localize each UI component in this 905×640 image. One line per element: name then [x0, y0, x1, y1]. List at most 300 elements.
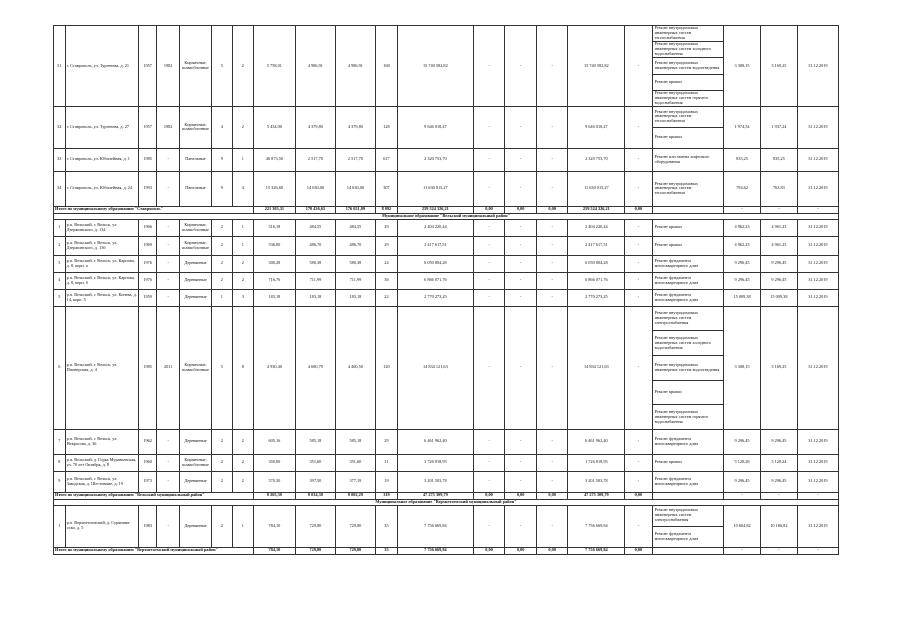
completion-date-cell: 31.12.2019	[797, 289, 838, 306]
unit-limit-cell: 3 169,25	[760, 306, 797, 429]
work-item: Ремонт внутридомовых инженерных систем горячего водоснабжения	[654, 408, 709, 424]
fund-federal-cell: -	[473, 26, 505, 107]
build-year-cell: 1957	[139, 106, 157, 148]
fund-other-cell: -	[625, 236, 652, 255]
table-row	[54, 236, 839, 255]
residents-cell: 307	[375, 171, 397, 206]
total-cost-cell: 6 050 804,28	[398, 255, 474, 272]
residents-cell: 29	[375, 429, 397, 454]
capital-repair-table	[53, 25, 839, 555]
row-number-cell: 33	[54, 148, 66, 171]
residents-cell: 120	[375, 306, 397, 429]
fund-regional-cell: -	[505, 148, 537, 171]
total-area-cell: 516,18	[253, 219, 295, 236]
works-cell	[652, 471, 724, 492]
total-area-cell: 183,18	[253, 289, 295, 306]
row-number-cell: 8	[54, 454, 66, 471]
completion-date-cell: 31.12.2019	[797, 454, 838, 471]
repair-year-cell: -	[157, 272, 180, 289]
owned-area-cell: 580,38	[335, 255, 375, 272]
unit-cost-cell: 835,25	[724, 148, 761, 171]
floors-cell: 2	[211, 471, 232, 492]
entrances-cell: 2	[232, 454, 253, 471]
total-cost-cell: 1 726 818,95	[398, 454, 474, 471]
address-cell: р.п. Вельский, г. Вельск, ул. Заводская, д. Шестовыве, д. 19	[65, 471, 139, 492]
subtotal-unit2-cell: -	[760, 547, 797, 554]
table-row	[54, 505, 839, 547]
work-item: Ремонт внутридомовых инженерных систем электроснабжения	[653, 506, 724, 527]
works-cell	[652, 272, 724, 289]
work-item: Ремонт внутридомовых инженерных систем теплоснабжения	[653, 26, 724, 42]
unit-cost-cell: 5 120,28	[724, 454, 761, 471]
fund-regional-cell: -	[505, 272, 537, 289]
unit-limit-cell: 4 961,23	[760, 236, 797, 255]
wall-material-cell: Деревянные	[180, 255, 212, 272]
living-area-cell: 585,18	[295, 429, 335, 454]
repair-year-cell: -	[157, 171, 180, 206]
unit-cost-cell: 3 308,15	[724, 26, 761, 107]
total-cost-cell: 2 320 753,70	[398, 148, 474, 171]
owned-area-cell: 14 630,00	[335, 171, 375, 206]
address-cell: р.п. Вельский, г. Вельск, ул. Пионерская, д. 4	[65, 306, 139, 429]
subtotal-works-cell	[652, 206, 724, 213]
total-cost-cell: 2 770 273,25	[398, 289, 474, 306]
subtotal-a1-cell: 8 265,30	[253, 492, 295, 499]
fund-local-cell: -	[536, 289, 568, 306]
row-number-cell: 7	[54, 429, 66, 454]
table-row	[54, 454, 839, 471]
fund-local-cell: -	[536, 272, 568, 289]
work-item: Ремонт фундамента многоквартирного дома	[654, 257, 699, 268]
living-area-cell: 4 986,91	[295, 26, 335, 107]
owned-area-cell: 183,18	[335, 289, 375, 306]
owned-area-cell: 377,19	[335, 471, 375, 492]
subtotal-c2-cell: 0,00	[505, 206, 537, 213]
total-cost-cell: 15 740 582,82	[398, 26, 474, 107]
subtotal-a2-cell: 170 436,65	[295, 206, 335, 213]
fund-other-cell: -	[625, 219, 652, 236]
fund-owners-cell: 14 834 121,63	[568, 306, 625, 429]
work-item: Ремонт фундамента многоквартирного дома	[654, 291, 699, 302]
subtotal-a2-cell: 729,80	[295, 547, 335, 554]
table-row	[54, 219, 839, 236]
fund-owners-cell: 2 320 753,70	[568, 148, 625, 171]
address-cell: р.п. Вельский, г. Вельск, ул. Некрасова, д. 36	[65, 429, 139, 454]
repair-year-cell: -	[157, 148, 180, 171]
fund-local-cell: -	[536, 236, 568, 255]
total-area-cell: 46 873,50	[253, 148, 295, 171]
floors-cell: 1	[211, 289, 232, 306]
unit-cost-cell: 9 296,45	[724, 255, 761, 272]
entrances-cell: 2	[232, 106, 253, 148]
owned-area-cell: 585,18	[335, 429, 375, 454]
wall-material-cell: Деревянные	[180, 289, 212, 306]
total-cost-cell: 14 834 121,63	[398, 306, 474, 429]
fund-other-cell: -	[625, 505, 652, 547]
build-year-cell: 1983	[139, 505, 157, 547]
owned-area-cell: 729,80	[335, 505, 375, 547]
total-cost-cell: 2 417 617,51	[398, 236, 474, 255]
works-cell	[652, 289, 724, 306]
total-cost-cell: 2 404 220,44	[398, 219, 474, 236]
completion-date-cell: 31.12.2019	[797, 219, 838, 236]
total-area-cell: 5 758,01	[253, 26, 295, 107]
total-area-cell: 5 434,00	[253, 106, 295, 148]
build-year-cell: 1976	[139, 272, 157, 289]
work-item: Ремонт внутридомовых инженерных систем теплоснабжения	[653, 107, 724, 128]
row-number-cell: 2	[54, 236, 66, 255]
subtotal-people-cell: 8 092	[375, 206, 397, 213]
subtotal-c5-cell: 0,00	[625, 547, 652, 554]
build-year-cell: 1985	[139, 306, 157, 429]
wall-material-cell: Кирпичные, шлакоблочные	[180, 236, 212, 255]
repair-year-cell: -	[157, 255, 180, 272]
living-area-cell: 397,50	[295, 471, 335, 492]
fund-owners-cell: 15 740 582,82	[568, 26, 625, 107]
work-item: Ремонт внутридомовых инженерных систем теплоснабжения	[654, 180, 698, 196]
subtotal-c3-cell: 0,00	[536, 492, 568, 499]
wall-material-cell: Кирпичные, шлакоблочные	[180, 454, 212, 471]
fund-owners-cell: 11 630 015,27	[568, 171, 625, 206]
subtotal-a3-cell: 8 002,29	[335, 492, 375, 499]
subtotal-row	[54, 206, 839, 213]
wall-material-cell: Деревянные	[180, 471, 212, 492]
fund-local-cell: -	[536, 106, 568, 148]
unit-cost-cell: 794,62	[724, 171, 761, 206]
fund-regional-cell: -	[505, 471, 537, 492]
address-cell: р.п. Вельский, г. Вельск, ул. Карпова, д. 8, корп. б	[65, 272, 139, 289]
unit-cost-cell: 9 296,45	[724, 471, 761, 492]
floors-cell: 4	[211, 106, 232, 148]
table-row	[54, 429, 839, 454]
owned-area-cell: 4 986,91	[335, 26, 375, 107]
fund-owners-cell: 9 646 018,47	[568, 106, 625, 148]
unit-limit-cell: 3 169,25	[760, 26, 797, 107]
total-cost-cell: 11 630 015,27	[398, 171, 474, 206]
fund-regional-cell: -	[505, 106, 537, 148]
residents-cell: 29	[375, 219, 397, 236]
entrances-cell: 1	[232, 236, 253, 255]
repair-year-cell: -	[157, 289, 180, 306]
work-item: Ремонт крыши	[653, 381, 724, 406]
completion-date-cell: 31.12.2019	[797, 306, 838, 429]
build-year-cell: 1985	[139, 148, 157, 171]
repair-year-cell: -	[157, 454, 180, 471]
section-title: Муниципальное образование "Верхнетоемский муниципальный район"	[54, 499, 839, 505]
unit-limit-cell: 9 296,45	[760, 255, 797, 272]
wall-material-cell: Деревянные	[180, 429, 212, 454]
fund-other-cell: -	[625, 429, 652, 454]
wall-material-cell: Деревянные	[180, 272, 212, 289]
fund-other-cell: -	[625, 454, 652, 471]
owned-area-cell: 484,55	[335, 219, 375, 236]
subtotal-works-cell	[652, 547, 724, 554]
subtotal-unit1-cell: -	[724, 206, 761, 213]
subtotal-c1-cell: 0,00	[473, 492, 505, 499]
subtotal-date-cell: -	[797, 492, 838, 499]
build-year-cell: 1962	[139, 429, 157, 454]
wall-material-cell: Кирпичные, шлакоблочные	[180, 306, 212, 429]
fund-other-cell: -	[625, 26, 652, 107]
unit-limit-cell: 9 296,45	[760, 429, 797, 454]
subtotal-c5-cell: 0,00	[625, 492, 652, 499]
table-row	[54, 171, 839, 206]
wall-material-cell: Кирпичные, шлакоблочные	[180, 26, 212, 107]
work-item: Ремонт крыши	[654, 224, 682, 230]
fund-owners-cell: 2 417 617,51	[568, 236, 625, 255]
fund-local-cell: -	[536, 454, 568, 471]
subtotal-people-cell: 35	[375, 547, 397, 554]
section-title: Муниципальное образование "Вельский муниципальный район"	[54, 213, 839, 219]
subtotal-c4-cell: 259 524 326,21	[568, 206, 625, 213]
unit-limit-cell: 9 296,45	[760, 471, 797, 492]
fund-other-cell: -	[625, 289, 652, 306]
subtotal-c3-cell: 0,00	[536, 547, 568, 554]
subtotal-c4-cell: 7 756 669,84	[568, 547, 625, 554]
fund-regional-cell: -	[505, 236, 537, 255]
residents-cell: 19	[375, 471, 397, 492]
total-area-cell: 605,16	[253, 429, 295, 454]
repair-year-cell: 1982	[157, 106, 180, 148]
entrances-cell: 2	[232, 255, 253, 272]
row-number-cell: 31	[54, 26, 66, 107]
completion-date-cell: 31.12.2019	[797, 429, 838, 454]
unit-cost-cell: 3 308,15	[724, 306, 761, 429]
table-row	[54, 272, 839, 289]
living-area-cell: 183,18	[295, 289, 335, 306]
build-year-cell: 1973	[139, 471, 157, 492]
subtotal-unit2-cell: -	[760, 492, 797, 499]
subtotal-a3-cell: 729,80	[335, 547, 375, 554]
fund-local-cell: -	[536, 219, 568, 236]
work-item: Ремонт крыши	[653, 75, 724, 91]
fund-federal-cell: -	[473, 171, 505, 206]
fund-regional-cell: -	[505, 255, 537, 272]
total-area-cell: 716,76	[253, 272, 295, 289]
subtotal-cost-cell: 47 275 309,79	[398, 492, 474, 499]
total-cost-cell: 3 201 503,78	[398, 471, 474, 492]
fund-federal-cell: -	[473, 306, 505, 429]
fund-owners-cell: 7 756 669,84	[568, 505, 625, 547]
fund-federal-cell: -	[473, 219, 505, 236]
unit-cost-cell: 15 009,38	[724, 289, 761, 306]
unit-limit-cell: 4 961,23	[760, 219, 797, 236]
work-item: Ремонт фундамента многоквартирного дома	[654, 530, 699, 541]
work-item: Ремонт или замена лифтового оборудования	[654, 154, 710, 164]
fund-other-cell: -	[625, 106, 652, 148]
fund-other-cell: -	[625, 148, 652, 171]
table-row	[54, 306, 839, 429]
fund-other-cell: -	[625, 306, 652, 429]
living-area-cell: 4 379,80	[295, 106, 335, 148]
fund-other-cell: -	[625, 471, 652, 492]
build-year-cell: 1993	[139, 171, 157, 206]
address-cell: р.п. Вельский, г. Вельск, ул. Карпова, д. 8, корп. а	[65, 255, 139, 272]
fund-local-cell: -	[536, 148, 568, 171]
work-item: Ремонт фундамента многоквартирного дома	[654, 435, 699, 446]
fund-regional-cell: -	[505, 289, 537, 306]
unit-limit-cell: 15 009,38	[760, 289, 797, 306]
subtotal-unit1-cell: -	[724, 547, 761, 554]
fund-owners-cell: 2 404 220,44	[568, 219, 625, 236]
repair-year-cell: -	[157, 429, 180, 454]
subtotal-c5-cell: 0,00	[625, 206, 652, 213]
row-number-cell: 9	[54, 471, 66, 492]
subtotal-works-cell	[652, 492, 724, 499]
owned-area-cell: 2 517,70	[335, 148, 375, 171]
subtotal-c2-cell: 0,00	[505, 492, 537, 499]
fund-owners-cell: 2 770 273,25	[568, 289, 625, 306]
subtotal-people-cell: 319	[375, 492, 397, 499]
work-item: Ремонт внутридомовых инженерных систем водоотведения	[653, 58, 724, 74]
subtotal-a1-cell: 784,10	[253, 547, 295, 554]
floors-cell: 9	[211, 148, 232, 171]
row-number-cell: 1	[54, 505, 66, 547]
unit-cost-cell: 10 604,82	[724, 505, 761, 547]
total-cost-cell: 6 866 071,76	[398, 272, 474, 289]
fund-local-cell: -	[536, 255, 568, 272]
work-item: Ремонт внутридомовых инженерных систем холодного водоснабжения	[653, 331, 724, 356]
work-item: Ремонт крыши	[654, 242, 682, 248]
total-area-cell: 784,10	[253, 505, 295, 547]
living-area-cell: 14 630,00	[295, 171, 335, 206]
subtotal-date-cell: -	[797, 206, 838, 213]
fund-owners-cell: 6 461 962,40	[568, 429, 625, 454]
build-year-cell: 1969	[139, 236, 157, 255]
fund-federal-cell: -	[473, 255, 505, 272]
subtotal-label: Итого по муниципальному образованию "Вельский муниципальный район"	[54, 492, 254, 499]
owned-area-cell: 4 379,80	[335, 106, 375, 148]
repair-year-cell: -	[157, 471, 180, 492]
works-cell	[652, 255, 724, 272]
unit-cost-cell: 9 296,45	[724, 272, 761, 289]
repair-year-cell: -	[157, 505, 180, 547]
fund-federal-cell: -	[473, 471, 505, 492]
floors-cell: 2	[211, 255, 232, 272]
row-number-cell: 34	[54, 171, 66, 206]
subtotal-c3-cell: 0,00	[536, 206, 568, 213]
wall-material-cell: Панельные	[180, 171, 212, 206]
residents-cell: 29	[375, 236, 397, 255]
total-area-cell: 536,00	[253, 236, 295, 255]
fund-owners-cell: 6 050 804,28	[568, 255, 625, 272]
fund-owners-cell: 3 201 503,78	[568, 471, 625, 492]
fund-local-cell: -	[536, 26, 568, 107]
row-number-cell: 3	[54, 255, 66, 272]
build-year-cell: 1976	[139, 255, 157, 272]
residents-cell: 168	[375, 26, 397, 107]
address-cell: г. Ставрополь, ул. Тургенева, д. 21	[65, 26, 139, 107]
repair-year-cell: 1982	[157, 26, 180, 107]
owned-area-cell: 351,60	[335, 454, 375, 471]
floors-cell: 9	[211, 171, 232, 206]
build-year-cell: 1957	[139, 26, 157, 107]
wall-material-cell: Кирпичные, шлакоблочные	[180, 219, 212, 236]
subtotal-row	[54, 547, 839, 554]
residents-cell: 24	[375, 255, 397, 272]
work-item: Ремонт внутридомовых инженерных систем холодного водоснабжения	[653, 42, 724, 58]
subtotal-cost-cell: 7 756 669,84	[398, 547, 474, 554]
fund-regional-cell: -	[505, 171, 537, 206]
completion-date-cell: 31.12.2019	[797, 171, 838, 206]
fund-owners-cell: 1 726 818,95	[568, 454, 625, 471]
works-cell	[652, 454, 724, 471]
living-area-cell: 351,60	[295, 454, 335, 471]
works-cell	[652, 306, 724, 429]
subtotal-a3-cell: 176 651,09	[335, 206, 375, 213]
floors-cell: 5	[211, 26, 232, 107]
work-item: Ремонт внутридомовых инженерных систем горячего водоснабжения	[654, 89, 709, 105]
fund-local-cell: -	[536, 505, 568, 547]
residents-cell: 22	[375, 289, 397, 306]
works-cell	[652, 171, 724, 206]
table-row	[54, 106, 839, 148]
wall-material-cell: Кирпичные, шлакоблочные	[180, 106, 212, 148]
subtotal-label: Итого по муниципальному образованию "Верхнетоемский муниципальный район"	[54, 547, 254, 554]
floors-cell: 2	[211, 219, 232, 236]
work-item: Ремонт фундамента многоквартирного дома	[654, 274, 699, 285]
work-item: Ремонт внутридомовых инженерных систем электроснабжения	[653, 307, 724, 332]
subtotal-c2-cell: 0,00	[505, 547, 537, 554]
fund-regional-cell: -	[505, 454, 537, 471]
residents-cell: 36	[375, 272, 397, 289]
fund-federal-cell: -	[473, 236, 505, 255]
works-cell	[652, 106, 724, 148]
total-cost-cell: 7 756 669,84	[398, 505, 474, 547]
entrances-cell: 3	[232, 289, 253, 306]
fund-federal-cell: -	[473, 429, 505, 454]
unit-limit-cell: 9 296,45	[760, 272, 797, 289]
fund-federal-cell: -	[473, 454, 505, 471]
floors-cell: 2	[211, 454, 232, 471]
address-cell: р.п. Верхнетоемский, д. Сурянина-оско, д. 5	[65, 505, 139, 547]
floors-cell: 2	[211, 505, 232, 547]
living-area-cell: 484,55	[295, 219, 335, 236]
total-area-cell: 570,30	[253, 471, 295, 492]
subtotal-cost-cell: 259 524 326,21	[398, 206, 474, 213]
row-number-cell: 1	[54, 219, 66, 236]
fund-federal-cell: -	[473, 106, 505, 148]
address-cell: г. Ставрополь, ул. Юбилейная, д. 24	[65, 171, 139, 206]
living-area-cell: 711,99	[295, 272, 335, 289]
residents-cell: 35	[375, 505, 397, 547]
fund-federal-cell: -	[473, 289, 505, 306]
fund-regional-cell: -	[505, 26, 537, 107]
row-number-cell: 32	[54, 106, 66, 148]
completion-date-cell: 31.12.2019	[797, 26, 838, 107]
completion-date-cell: 31.12.2019	[797, 272, 838, 289]
work-item: Ремонт фундамента многоквартирного дома	[654, 475, 699, 486]
entrances-cell: 2	[232, 471, 253, 492]
living-area-cell: 4 680,79	[295, 306, 335, 429]
subtotal-date-cell: -	[797, 547, 838, 554]
fund-other-cell: -	[625, 272, 652, 289]
wall-material-cell: Деревянные	[180, 505, 212, 547]
living-area-cell: 2 517,70	[295, 148, 335, 171]
subtotal-c1-cell: 0,00	[473, 206, 505, 213]
total-area-cell: 4 930,40	[253, 306, 295, 429]
owned-area-cell: 4 460,50	[335, 306, 375, 429]
row-number-cell: 5	[54, 289, 66, 306]
table-row	[54, 26, 839, 107]
entrances-cell: 1	[232, 219, 253, 236]
fund-local-cell: -	[536, 306, 568, 429]
repair-year-cell: -	[157, 236, 180, 255]
works-cell	[652, 26, 724, 107]
completion-date-cell: 31.12.2019	[797, 471, 838, 492]
fund-regional-cell: -	[505, 306, 537, 429]
build-year-cell: 1966	[139, 219, 157, 236]
